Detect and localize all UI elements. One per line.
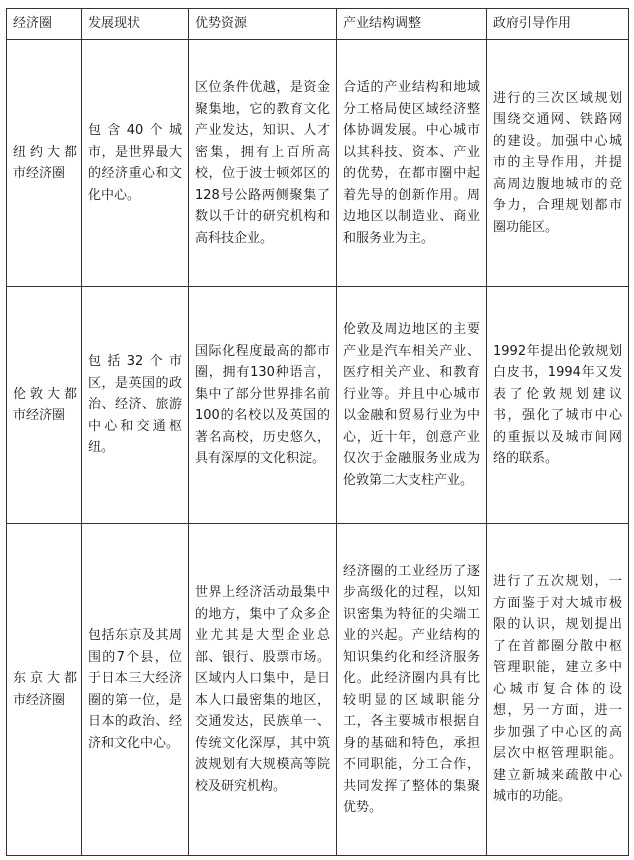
industry-cell: 伦敦及周边地区的主要产业是汽车相关产业、医疗相关产业、和教育行业等。并且中心城市以金融和贸易行业为中心，近十年，创意产业仅次于金融服务业成为伦敦第二大支柱产业。: [337, 287, 487, 524]
table-header-row: [7, 9, 629, 40]
column-header-government-role: 政府引导作用: [487, 9, 629, 40]
circle-name-cell: 东京大都市经济圈: [7, 524, 82, 856]
column-header-development-status: 发展现状: [82, 9, 189, 40]
column-header-industry-adjustment: 产业结构调整: [337, 9, 487, 40]
table-row: [7, 524, 629, 856]
table-row: [7, 287, 629, 524]
circle-name-cell: 纽约大都市经济圈: [7, 40, 82, 287]
government-cell: 进行了五次规划，一方面鉴于对大城市极限的认识，规划提出了在首都圈分散中枢管理职能，建立多中心城市复合体的设想，另一方面，进一步加强了中心区的高层次中枢管理职能。建立新城来疏散中心城市的功能。: [487, 524, 629, 856]
status-cell: 包括32个市区，是英国的政治、经济、旅游中心和交通枢纽。: [82, 287, 189, 524]
resources-cell: 国际化程度最高的都市圈，拥有130种语言，集中了部分世界排名前100的名校以及英国的著名高校，历史悠久，具有深厚的文化积淀。: [189, 287, 337, 524]
status-cell: 包含40个城市，是世界最大的经济重心和文化中心。: [82, 40, 189, 287]
economic-circle-comparison-table: [6, 8, 629, 856]
column-header-advantage-resources: 优势资源: [189, 9, 337, 40]
status-cell: 包括东京及其周围的7个县，位于日本三大经济圈的第一位，是日本的政治、经济和文化中心。: [82, 524, 189, 856]
circle-name-cell: 伦敦大都市经济圈: [7, 287, 82, 524]
resources-cell: 区位条件优越，是资金聚集地，它的教育文化产业发达，知识、人才密集，拥有上百所高校，位于波士顿郊区的128号公路两侧聚集了数以千计的研究机构和高科技企业。: [189, 40, 337, 287]
table-row: [7, 40, 629, 287]
industry-cell: 合适的产业结构和地域分工格局使区域经济整体协调发展。中心城市以其科技、资本、产业的优势，在都市圈中起着先导的创新作用。周边地区以制造业、商业和服务业为主。: [337, 40, 487, 287]
column-header-economic-circle: 经济圈: [7, 9, 82, 40]
government-cell: 进行的三次区域规划围绕交通网、铁路网的建设。加强中心城市的主导作用，并提高周边腹地城市的竞争力，合理规划都市圈功能区。: [487, 40, 629, 287]
resources-cell: 世界上经济活动最集中的地方，集中了众多企业尤其是大型企业总部、银行、股票市场。区域内人口集中，是日本人口最密集的地区，交通发达，民族单一、传统文化深厚，其中筑波规划有大规模高等院校及研究机构。: [189, 524, 337, 856]
government-cell: 1992年提出伦敦规划白皮书，1994年又发表了伦敦规划建议书，强化了城市中心的重振以及城市间网络的联系。: [487, 287, 629, 524]
industry-cell: 经济圈的工业经历了逐步高级化的过程，以知识密集为特征的尖端工业的兴起。产业结构的知识集约化和经济服务化。此经济圈内具有比较明显的区域职能分工，各主要城市根据自身的基础和特色，承担不同职能，分工合作，共同发挥了整体的集聚优势。: [337, 524, 487, 856]
